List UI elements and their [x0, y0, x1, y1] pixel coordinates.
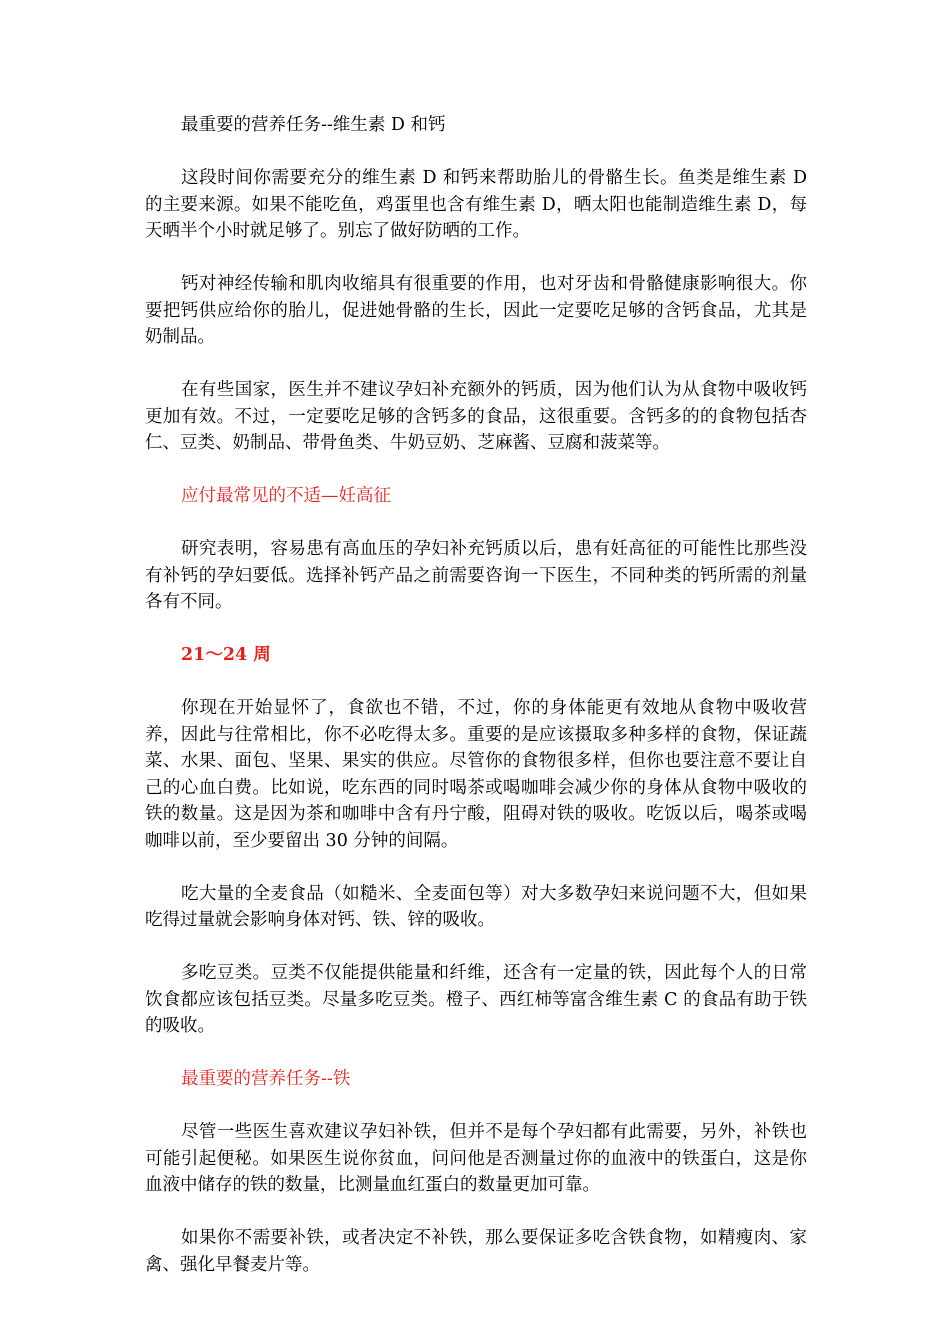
heading-weeks-21-24: 21～24 周 [181, 645, 271, 665]
paragraph-calcium-role: 钙对神经传输和肌肉收缩具有很重要的作用，也对牙齿和骨骼健康影响很大。你要把钙供应给你的胎儿，促进她骨骼的生长，因此一定要吃足够的含钙食品，尤其是奶制品。 [145, 274, 807, 347]
spacer [145, 854, 807, 881]
spacer [145, 139, 807, 166]
paragraph-iron-supplement: 尽管一些医生喜欢建议孕妇补铁，但并不是每个孕妇都有此需要，另外，补铁也可能引起便秘。如果医生说你贫血，问问他是否测量过你的血液中的铁蛋白，这是你血液中储存的铁的数量，比测量血红蛋白的数量更加可靠。 [145, 1122, 807, 1195]
spacer [145, 510, 807, 537]
paragraph-iron-foods: 如果你不需要补铁，或者决定不补铁，那么要保证多吃含铁食物，如精瘦肉、家禽、强化早餐麦片等。 [145, 1228, 807, 1275]
spacer [145, 351, 807, 378]
spacer [145, 457, 807, 484]
spacer [145, 1093, 807, 1120]
paragraph-beans: 多吃豆类。豆类不仅能提供能量和纤维，还含有一定量的铁，因此每个人的日常饮食都应该包括豆类。尽量多吃豆类。橙子、西红柿等富含维生素 C 的食品有助于铁的吸收。 [145, 963, 807, 1036]
paragraph-calcium-foods: 在有些国家，医生并不建议孕妇补充额外的钙质，因为他们认为从食物中吸收钙更加有效。不过，一定要吃足够的含钙多的食品，这很重要。含钙多的的食物包括杏仁、豆类、奶制品、带骨鱼类、牛奶豆奶、芝麻酱、豆腐和菠菜等。 [145, 380, 807, 453]
paragraph-vitamin-d: 这段时间你需要充分的维生素 D 和钙来帮助胎儿的骨骼生长。鱼类是维生素 D 的主要来源。如果不能吃鱼，鸡蛋里也含有维生素 D，晒太阳也能制造维生素 D，每天晒半个小时就足够了。别忘了做好防晒的工作。 [145, 168, 807, 241]
spacer [145, 1199, 807, 1226]
spacer [145, 1040, 807, 1067]
spacer [145, 669, 807, 696]
heading-vitamin-d-calcium: 最重要的营养任务--维生素 D 和钙 [181, 115, 446, 135]
paragraph-hypertension-research: 研究表明，容易患有高血压的孕妇补充钙质以后，患有妊高征的可能性比那些没有补钙的孕妇要低。选择补钙产品之前需要咨询一下医生，不同种类的钙所需的剂量各有不同。 [145, 539, 807, 612]
heading-hypertension: 应付最常见的不适—妊高征 [181, 486, 391, 506]
spacer [145, 616, 807, 643]
document-page [145, 112, 807, 1278]
paragraph-whole-grain: 吃大量的全麦食品（如糙米、全麦面包等）对大多数孕妇来说问题不大，但如果吃得过量就会影响身体对钙、铁、锌的吸收。 [145, 883, 807, 930]
spacer [145, 934, 807, 961]
paragraph-showing-appetite: 你现在开始显怀了，食欲也不错，不过，你的身体能更有效地从食物中吸收营养，因此与往常相比，你不必吃得太多。重要的是应该摄取多种多样的食物，保证蔬菜、水果、面包、坚果、果实的供应。尽管你的食物很多样，但你也要注意不要让自己的心血白费。比如说，吃东西的同时喝茶或喝咖啡会减少你的身体从食物中吸收的铁的数量。这是因为茶和咖啡中含有丹宁酸，阻碍对铁的吸收。吃饭以后，喝茶或喝咖啡以前，至少要留出 30 分钟的间隔。 [145, 698, 807, 851]
heading-iron: 最重要的营养任务--铁 [181, 1069, 351, 1089]
spacer [145, 245, 807, 272]
